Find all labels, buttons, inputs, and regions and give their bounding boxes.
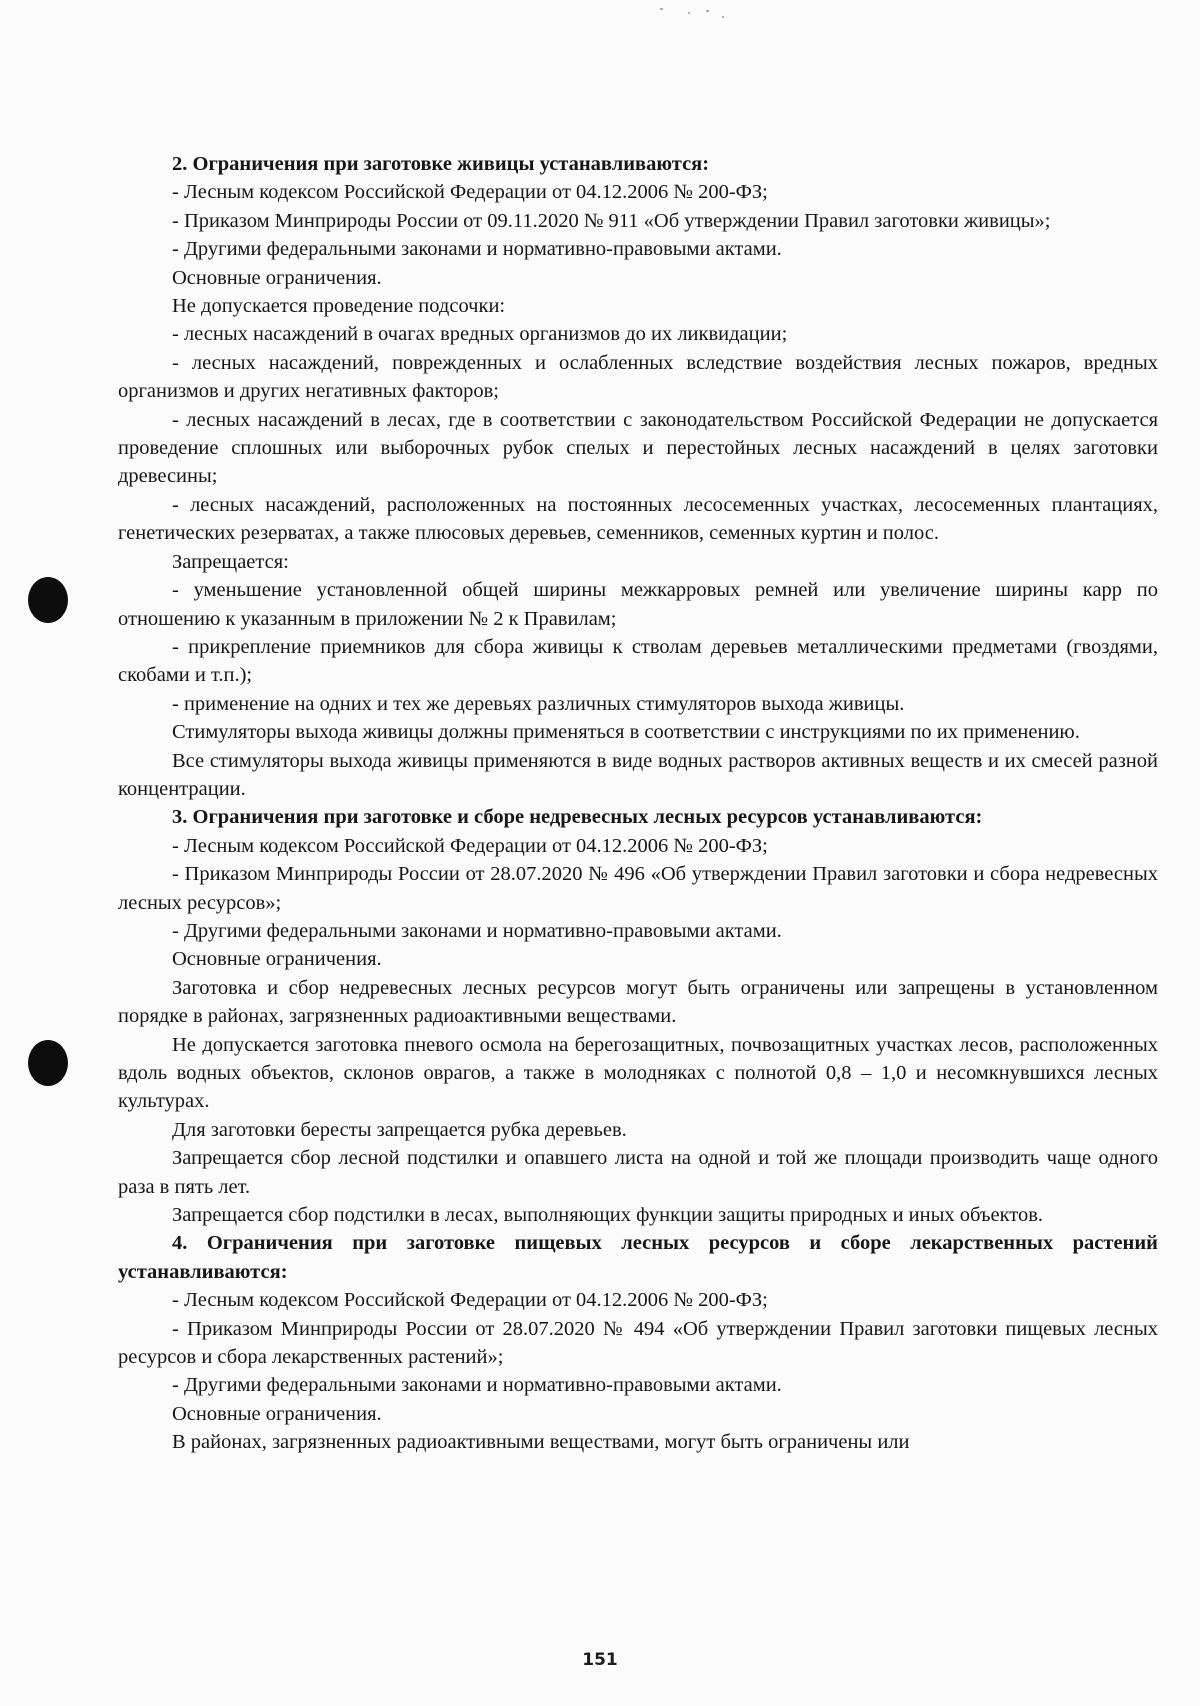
paragraph: Все стимуляторы выхода живицы применяются в виде водных растворов активных веществ и их смесей разной концентрации. xyxy=(118,749,1158,800)
paragraph: - Другими федеральными законами и нормативно-правовыми актами. xyxy=(172,1374,782,1397)
punch-hole-top xyxy=(28,577,68,623)
paragraph: - Другими федеральными законами и нормативно-правовыми актами. xyxy=(172,919,782,942)
paragraph: Для заготовки бересты запрещается рубка деревьев. xyxy=(172,1118,627,1141)
paragraph: - лесных насаждений, поврежденных и ослабленных вследствие воздействия лесных пожаров, вредных организмов и других негативных факторов; xyxy=(118,351,1158,403)
paragraph: Запрещается сбор подстилки в лесах, выполняющих функции защиты природных и иных объектов. xyxy=(172,1204,1044,1227)
paragraph: - Приказом Минприроды России от 28.07.2020 № 494 «Об утверждении Правил заготовки пищевых лесных ресурсов и сбора лекарственных растений»; xyxy=(118,1317,1158,1369)
paragraph: - уменьшение установленной общей ширины межкарровых ремней или увеличение ширины карр по отношению к указанным в приложении № 2 к Правилам; xyxy=(118,579,1158,630)
punch-hole-bottom xyxy=(28,1040,68,1086)
scan-speck xyxy=(688,12,690,14)
paragraph: - применение на одних и тех же деревьях различных стимуляторов выхода живицы. xyxy=(172,692,905,715)
page-number: 151 xyxy=(582,1650,618,1670)
paragraph: - лесных насаждений в лесах, где в соответствии с законодательством Российской Федерации не допускается проведение сплошных или выборочных рубок спелых и перестойных лесных насаждений в целях заготовки древесины; xyxy=(118,408,1158,488)
paragraph: - прикрепление приемников для сбора живицы к стволам деревьев металлическими предметами (гвоздями, скобами и т.п.); xyxy=(118,635,1158,687)
paragraph: Запрещается: xyxy=(172,550,289,573)
paragraph: Основные ограничения. xyxy=(172,266,382,289)
paragraph: Стимуляторы выхода живицы должны применяться в соответствии с инструкциями по их применению. xyxy=(172,721,1080,744)
paragraph: Основные ограничения. xyxy=(172,948,382,971)
document-body xyxy=(118,150,1158,1457)
paragraph: Основные ограничения. xyxy=(172,1402,382,1425)
paragraph: Заготовка и сбор недревесных лесных ресурсов могут быть ограничены или запрещены в установленном порядке в районах, загрязненных радиоактивными веществами. xyxy=(118,976,1158,1028)
paragraph: - Другими федеральными законами и нормативно-правовыми актами. xyxy=(172,238,782,261)
paragraph: В районах, загрязненных радиоактивными веществами, могут быть ограничены или xyxy=(172,1431,910,1454)
paragraph: - лесных насаждений в очагах вредных организмов до их ликвидации; xyxy=(172,323,788,346)
scan-speck xyxy=(660,8,663,10)
paragraph: - Лесным кодексом Российской Федерации от 04.12.2006 № 200-ФЗ; xyxy=(172,181,768,204)
paragraph: - Лесным кодексом Российской Федерации от 04.12.2006 № 200-ФЗ; xyxy=(172,834,768,857)
scan-speck xyxy=(722,16,724,18)
paragraph: - Приказом Минприроды России от 28.07.2020 № 496 «Об утверждении Правил заготовки и сбора недревесных лесных ресурсов»; xyxy=(118,863,1158,914)
section-heading: 4. Ограничения при заготовке пищевых лесных ресурсов и сборе лекарственных растений устанавливаются: xyxy=(118,1232,1158,1283)
paragraph: Не допускается проведение подсочки: xyxy=(172,295,506,318)
paragraph: - Лесным кодексом Российской Федерации от 04.12.2006 № 200-ФЗ; xyxy=(172,1289,768,1312)
paragraph: Запрещается сбор лесной подстилки и опавшего листа на одной и той же площади производить чаще одного раза в пять лет. xyxy=(118,1147,1158,1198)
paragraph: Не допускается заготовка пневого осмола на берегозащитных, почвозащитных участках лесов, расположенных вдоль водных объектов, склонов оврагов, а также в молодняках с полнотой 0,8 – 1,0 и несомкнувшихся лесных культурах. xyxy=(118,1033,1158,1113)
section-heading: 2. Ограничения при заготовке живицы устанавливаются: xyxy=(172,153,710,175)
scan-speck xyxy=(706,10,709,12)
paragraph: - лесных насаждений, расположенных на постоянных лесосеменных участках, лесосеменных плантациях, генетических резерватах, а также плюсовых деревьев, семенников, семенных куртин и полос. xyxy=(118,493,1158,545)
section-heading: 3. Ограничения при заготовке и сборе недревесных лесных ресурсов устанавливаются: xyxy=(172,806,983,829)
paragraph: - Приказом Минприроды России от 09.11.2020 № 911 «Об утверждении Правил заготовки живицы»; xyxy=(172,209,1051,232)
